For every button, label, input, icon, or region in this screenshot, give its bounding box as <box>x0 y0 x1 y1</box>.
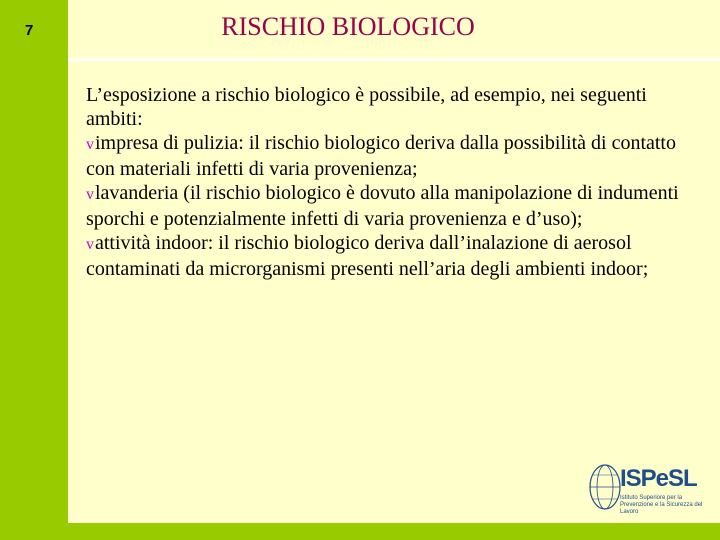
bullet-text: attività indoor: il rischio biologico deriva dall’inalazione di aerosol contaminati da microrganismi presenti nell’aria degli ambienti indoor; <box>86 232 649 280</box>
bullet-text: lavanderia (il rischio biologico è dovuto alla manipolazione di indumenti sporchi e potenzialmente infetti di varia provenienza e d’uso); <box>86 182 679 230</box>
bullet-text: impresa di pulizia: il rischio biologico deriva dalla possibilità di contatto con materiali infetti di varia provenienza; <box>86 132 676 180</box>
bullet-icon: v <box>86 136 94 153</box>
bullet-item <box>86 131 706 181</box>
bullet-item <box>86 231 706 281</box>
logo-name: ISPeSL <box>620 465 697 492</box>
slide-title: RISCHIO BIOLOGICO <box>221 12 475 41</box>
bullet-icon: v <box>86 236 94 253</box>
slide-number: 7 <box>25 22 34 39</box>
globe-icon <box>588 461 622 513</box>
intro-paragraph: L’esposizione a rischio biologico è possibile, ad esempio, nei seguenti ambiti: <box>86 84 647 130</box>
bullet-item <box>86 181 706 231</box>
bullet-icon: v <box>86 186 94 203</box>
content-text <box>86 83 706 281</box>
content-panel <box>68 58 720 523</box>
ispesl-logo <box>588 459 718 517</box>
logo-subtitle: Istituto Superiore per la Prevenzione e la Sicurezza del Lavoro <box>620 495 703 515</box>
